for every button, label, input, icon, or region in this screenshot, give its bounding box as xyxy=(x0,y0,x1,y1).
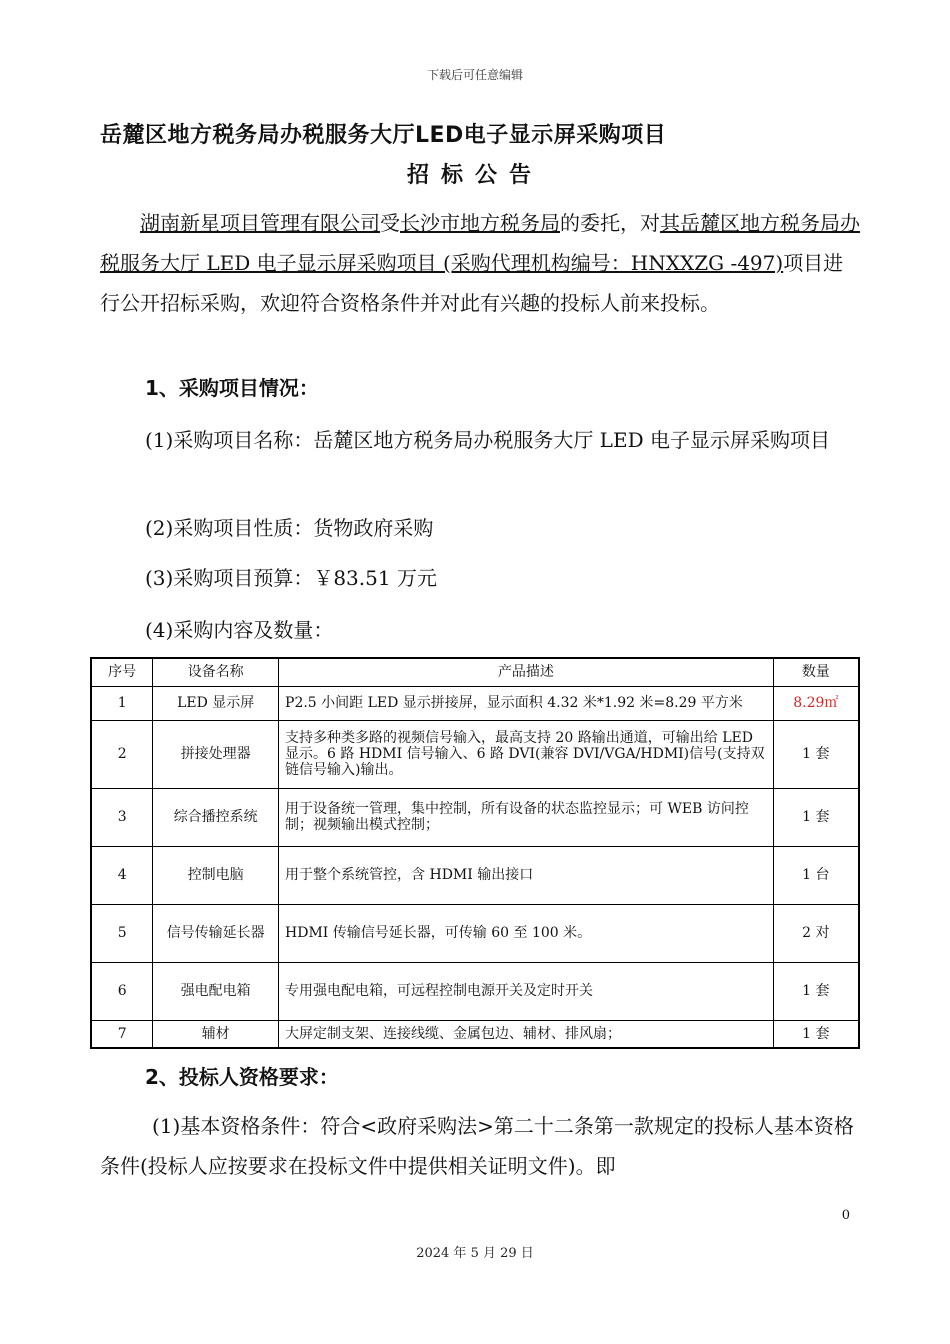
cell-qty: 2 对 xyxy=(773,904,859,962)
cell-desc: 用于整个系统管控，含 HDMI 输出接口 xyxy=(279,846,774,904)
project-budget-line: (3)采购项目预算：￥83.51 万元 xyxy=(145,566,437,590)
cell-desc: HDMI 传输信号延长器，可传输 60 至 100 米。 xyxy=(279,904,774,962)
cell-no: 6 xyxy=(91,962,153,1020)
cell-name: LED 显示屏 xyxy=(153,686,279,720)
table-row xyxy=(91,1020,859,1048)
header-name: 设备名称 xyxy=(153,658,279,686)
table-row xyxy=(91,962,859,1020)
cell-no: 5 xyxy=(91,904,153,962)
table-row xyxy=(91,686,859,720)
cell-desc: 支持多种类多路的视频信号输入，最高支持 20 路输出通道，可输出给 LED 显示。6 路 HDMI 信号输入、6 路 DVI(兼容 DVI/VGA/HDMI)信号(支持双链信号输入)输出。 xyxy=(279,720,774,788)
cell-name: 强电配电箱 xyxy=(153,962,279,1020)
table-row xyxy=(91,788,859,846)
page-number: 0 xyxy=(841,1208,850,1223)
cell-no: 1 xyxy=(91,686,153,720)
cell-name: 控制电脑 xyxy=(153,846,279,904)
cell-qty: 1 套 xyxy=(773,1020,859,1048)
intro-text-1: 受 xyxy=(380,211,400,235)
header-desc: 产品描述 xyxy=(279,658,774,686)
client-name: 长沙市地方税务局 xyxy=(400,211,560,235)
table-row xyxy=(91,720,859,788)
project-reference: 其岳麓区地方税务局办税服务大厅 LED 电子显示屏采购项目 (采购代理机构编号：HNXXZG -497) xyxy=(100,211,860,275)
cell-no: 7 xyxy=(91,1020,153,1048)
cell-desc: P2.5 小间距 LED 显示拼接屏，显示面积 4.32 米*1.92 米=8.29 平方米 xyxy=(279,686,774,720)
cell-name: 拼接处理器 xyxy=(153,720,279,788)
cell-name: 综合播控系统 xyxy=(153,788,279,846)
cell-name: 信号传输延长器 xyxy=(153,904,279,962)
cell-qty: 1 套 xyxy=(773,720,859,788)
table-row xyxy=(91,846,859,904)
cell-qty: 1 套 xyxy=(773,962,859,1020)
intro-text-3: 项目进行公开招标采购，欢迎符合资格条件并对此有兴趣的投标人前来投标。 xyxy=(100,251,844,315)
cell-no: 3 xyxy=(91,788,153,846)
cell-name: 辅材 xyxy=(153,1020,279,1048)
cell-desc: 大屏定制支架、连接线缆、金属包边、辅材、排风扇； xyxy=(279,1020,774,1048)
qualification-line: (1)基本资格条件：符合<政府采购法>第二十二条第一款规定的投标人基本资格条件(投标人应按要求在投标文件中提供相关证明文件)。即 xyxy=(100,1114,854,1178)
section1-heading: 1、采购项目情况： xyxy=(145,376,319,400)
cell-desc: 用于设备统一管理，集中控制，所有设备的状态监控显示；可 WEB 访问控制；视频输出模式控制； xyxy=(279,788,774,846)
cell-no: 2 xyxy=(91,720,153,788)
intro-text-2: 的委托，对 xyxy=(560,211,660,235)
document-subtitle: 招标公告 xyxy=(406,163,543,188)
table-header-row xyxy=(91,658,859,686)
section2-heading: 2、投标人资格要求： xyxy=(145,1065,339,1089)
header-no: 序号 xyxy=(91,658,153,686)
agency-name: 湖南新星项目管理有限公司 xyxy=(140,211,380,235)
footer-date: 2024 年 5 月 29 日 xyxy=(416,1246,534,1261)
project-nature-line: (2)采购项目性质：货物政府采购 xyxy=(145,516,434,540)
project-name-line: (1)采购项目名称：岳麓区地方税务局办税服务大厅 LED 电子显示屏采购项目 xyxy=(145,428,830,452)
intro-paragraph xyxy=(100,203,860,323)
header-note: 下载后可任意编辑 xyxy=(426,68,523,82)
project-content-line: (4)采购内容及数量： xyxy=(145,618,334,642)
procurement-table xyxy=(90,657,860,1049)
document-title: 岳麓区地方税务局办税服务大厅LED电子显示屏采购项目 xyxy=(100,123,667,148)
cell-desc: 专用强电配电箱，可远程控制电源开关及定时开关 xyxy=(279,962,774,1020)
cell-qty: 1 套 xyxy=(773,788,859,846)
table-row xyxy=(91,904,859,962)
header-qty: 数量 xyxy=(773,658,859,686)
cell-no: 4 xyxy=(91,846,153,904)
cell-qty: 8.29㎡ xyxy=(773,686,859,720)
cell-qty: 1 台 xyxy=(773,846,859,904)
